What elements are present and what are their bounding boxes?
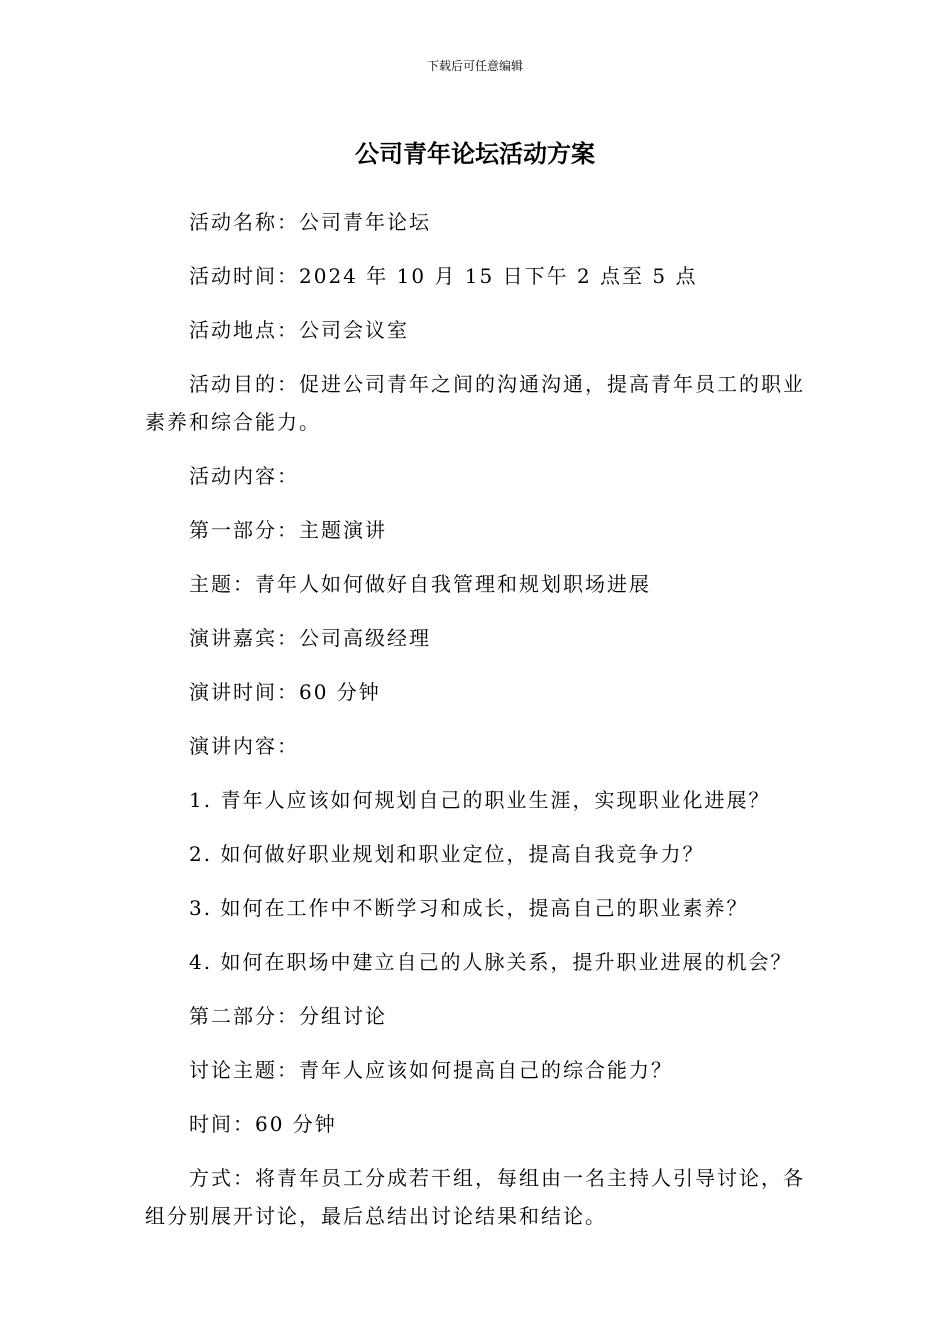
list-item: 1. 青年人应该如何规划自己的职业生涯，实现职业化进展？ <box>189 788 771 812</box>
paragraph-speech-content: 演讲内容： <box>189 734 299 758</box>
paragraph-part-two: 第二部分：分组讨论 <box>189 1004 387 1028</box>
document-body <box>145 203 805 1251</box>
paragraph-discussion-time: 时间：60 分钟 <box>189 1112 337 1136</box>
list-item: 4. 如何在职场中建立自己的人脉关系，提升职业进展的机会？ <box>189 950 793 974</box>
list-item: 3. 如何在工作中不断学习和成长，提高自己的职业素养？ <box>189 896 749 920</box>
paragraph-topic: 主题：青年人如何做好自我管理和规划职场进展 <box>189 572 651 596</box>
paragraph-activity-purpose: 活动目的：促进公司青年之间的沟通沟通，提高青年员工的职业素养和综合能力。 <box>145 372 805 434</box>
document-title: 公司青年论坛活动方案 <box>355 140 595 168</box>
paragraph-speech-duration: 演讲时间：60 分钟 <box>189 680 381 704</box>
paragraph-discussion-topic: 讨论主题：青年人应该如何提高自己的综合能力？ <box>189 1058 673 1082</box>
paragraph-speaker: 演讲嘉宾：公司高级经理 <box>189 626 431 650</box>
list-item: 2. 如何做好职业规划和职业定位，提高自我竞争力？ <box>189 842 705 866</box>
paragraph-discussion-method: 方式：将青年员工分成若干组，每组由一名主持人引导讨论，各组分别展开讨论，最后总结出讨论结果和结论。 <box>145 1166 805 1228</box>
paragraph-activity-location: 活动地点：公司会议室 <box>189 318 409 342</box>
header-note: 下载后可任意编辑 <box>426 59 523 73</box>
paragraph-activity-time: 活动时间：2024 年 10 月 15 日下午 2 点至 5 点 <box>189 264 698 288</box>
paragraph-part-one: 第一部分：主题演讲 <box>189 518 387 542</box>
paragraph-activity-name: 活动名称：公司青年论坛 <box>189 210 431 234</box>
paragraph-activity-content: 活动内容： <box>189 464 299 488</box>
